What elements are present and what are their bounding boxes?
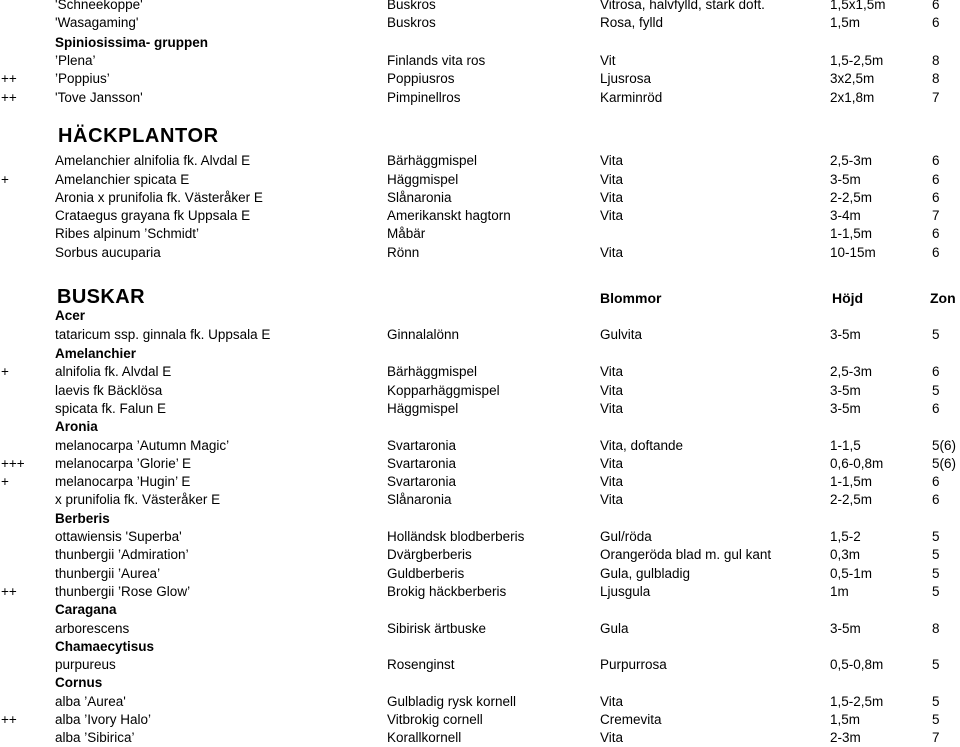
cell-name: Spiniosissima- gruppen [55, 35, 209, 50]
plant-row [0, 620, 960, 638]
plant-row [0, 0, 960, 14]
cell-color: Cremevita [600, 712, 662, 727]
column-header-zone: Zon [930, 290, 956, 306]
genus-heading-row [0, 638, 960, 656]
cell-name: arborescens [55, 621, 130, 636]
plant-row [0, 565, 960, 583]
cell-name: melanocarpa ’Autumn Magic’ [55, 438, 230, 453]
cell-zone: 6 [932, 245, 940, 260]
cell-common: Bärhäggmispel [387, 153, 478, 168]
cell-height: 2,5-3m [830, 364, 873, 379]
cell-height: 3-5m [830, 172, 861, 187]
cell-height: 1,5m [830, 712, 861, 727]
column-header-height: Höjd [832, 290, 864, 306]
cell-zone: 7 [932, 90, 940, 105]
plant-row [0, 437, 960, 455]
cell-color: Orangeröda blad m. gul kant [600, 547, 772, 562]
cell-common: Pimpinellros [387, 90, 461, 105]
cell-common: Poppiusros [387, 71, 455, 86]
cell-name: x prunifolia fk. Västeråker E [55, 492, 221, 507]
cell-common: Holländsk blodberberis [387, 529, 525, 544]
cell-zone: 7 [932, 208, 940, 223]
cell-mark: ++ [1, 712, 17, 727]
cell-color: Vita [600, 245, 624, 260]
cell-mark: + [1, 364, 9, 379]
cell-color: Gula, gulbladig [600, 566, 691, 581]
genus-heading-row [0, 418, 960, 436]
cell-color: Vita [600, 492, 624, 507]
cell-color: Vita [600, 474, 624, 489]
cell-height: 10-15m [830, 245, 876, 260]
cell-zone: 7 [932, 730, 940, 745]
cell-zone: 6 [932, 474, 940, 489]
cell-height: 3-5m [830, 621, 861, 636]
cell-zone: 5 [932, 529, 940, 544]
cell-common: Häggmispel [387, 172, 459, 187]
cell-color: Vita [600, 153, 624, 168]
cell-mark: + [1, 172, 9, 187]
cell-name: tataricum ssp. ginnala fk. Uppsala E [55, 327, 271, 342]
cell-color: Vita [600, 364, 624, 379]
cell-mark: +++ [1, 456, 25, 471]
cell-name: ’Plena’ [55, 53, 96, 68]
cell-name: Crataegus grayana fk Uppsala E [55, 208, 251, 223]
cell-name: alnifolia fk. Alvdal E [55, 364, 172, 379]
cell-name: Berberis [55, 511, 110, 526]
plant-row [0, 70, 960, 88]
cell-color: Vita [600, 383, 624, 398]
cell-zone: 5 [932, 566, 940, 581]
plant-row [0, 528, 960, 546]
cell-common: Sibirisk ärtbuske [387, 621, 487, 636]
cell-zone: 6 [932, 401, 940, 416]
cell-common: Slånaronia [387, 190, 452, 205]
cell-height: 0,5-1m [830, 566, 873, 581]
cell-zone: 6 [932, 0, 940, 12]
cell-zone: 5(6) [932, 438, 957, 453]
cell-color: Vita, doftande [600, 438, 684, 453]
cell-name: alba ’Aurea' [55, 694, 126, 709]
plant-row [0, 225, 960, 243]
plant-row [0, 363, 960, 381]
cell-zone: 5 [932, 712, 940, 727]
cell-zone: 5 [932, 694, 940, 709]
cell-common: Dvärgberberis [387, 547, 472, 562]
cell-name: Caragana [55, 602, 117, 617]
cell-name: ’Poppius’ [55, 71, 110, 86]
cell-name: Amelanchier alnifolia fk. Alvdal E [55, 153, 251, 168]
cell-name: Cornus [55, 675, 103, 690]
cell-color: Karminröd [600, 90, 663, 105]
cell-name: melanocarpa ’Glorie’ E [55, 456, 192, 471]
cell-common: Svartaronia [387, 474, 457, 489]
cell-color: Gulvita [600, 327, 643, 342]
cell-name: thunbergii ’Aurea’ [55, 566, 161, 581]
cell-common: Rönn [387, 245, 420, 260]
cell-common: Svartaronia [387, 438, 457, 453]
genus-heading-row [0, 510, 960, 528]
cell-name: Sorbus aucuparia [55, 245, 161, 260]
cell-common: Gulbladig rysk kornell [387, 694, 517, 709]
cell-height: 3x2,5m [830, 71, 875, 86]
cell-name: ottawiensis 'Superba' [55, 529, 182, 544]
cell-height: 3-5m [830, 401, 861, 416]
plant-row [0, 711, 960, 729]
cell-mark: ++ [1, 71, 17, 86]
cell-mark: + [1, 474, 9, 489]
cell-common: Häggmispel [387, 401, 459, 416]
section-title-hackplantor: HÄCKPLANTOR [58, 125, 219, 147]
cell-color: Gula [600, 621, 629, 636]
cell-name: thunbergii ’Rose Glow’ [55, 584, 191, 599]
plant-row [0, 171, 960, 189]
cell-height: 2,5-3m [830, 153, 873, 168]
cell-common: Slånaronia [387, 492, 452, 507]
cell-color: Ljusgula [600, 584, 651, 599]
plant-row [0, 583, 960, 601]
cell-zone: 6 [932, 364, 940, 379]
plant-row [0, 491, 960, 509]
cell-common: Korallkornell [387, 730, 462, 745]
plant-row [0, 244, 960, 262]
cell-height: 3-5m [830, 383, 861, 398]
cell-zone: 8 [932, 621, 940, 636]
cell-mark: ++ [1, 90, 17, 105]
cell-color: Vita [600, 730, 624, 745]
cell-common: Brokig häckberberis [387, 584, 507, 599]
plant-row [0, 455, 960, 473]
plant-row [0, 656, 960, 674]
cell-color: Vita [600, 456, 624, 471]
plant-row [0, 89, 960, 107]
cell-height: 1,5-2,5m [830, 53, 884, 68]
cell-common: Ginnalalönn [387, 327, 460, 342]
cell-height: 2x1,8m [830, 90, 875, 105]
cell-height: 1-1,5m [830, 226, 873, 241]
genus-heading-row [0, 34, 960, 52]
cell-name: thunbergii ’Admiration’ [55, 547, 189, 562]
plant-row [0, 473, 960, 491]
cell-name: alba ’Sibirica’ [55, 730, 135, 745]
genus-heading-row [0, 345, 960, 363]
cell-zone: 5 [932, 383, 940, 398]
cell-color: Purpurrosa [600, 657, 667, 672]
column-header-bloom: Blommor [600, 290, 662, 306]
cell-zone: 5 [932, 547, 940, 562]
cell-name: Ribes alpinum ’Schmidt’ [55, 226, 200, 241]
cell-zone: 8 [932, 53, 940, 68]
cell-color: Vita [600, 208, 624, 223]
cell-name: laevis fk Bäcklösa [55, 383, 163, 398]
cell-common: Finlands vita ros [387, 53, 486, 68]
cell-common: Rosenginst [387, 657, 455, 672]
cell-height: 1,5-2,5m [830, 694, 884, 709]
cell-height: 2-3m [830, 730, 861, 745]
cell-name: melanocarpa ’Hugin’ E [55, 474, 191, 489]
cell-zone: 5 [932, 657, 940, 672]
cell-name: Acer [55, 308, 86, 323]
cell-height: 2-2,5m [830, 492, 873, 507]
cell-color: Ljusrosa [600, 71, 652, 86]
cell-zone: 6 [932, 15, 940, 30]
cell-mark: ++ [1, 584, 17, 599]
cell-name: 'Schneekoppe' [55, 0, 143, 12]
cell-height: 1-1,5 [830, 438, 861, 453]
cell-name: Chamaecytisus [55, 639, 155, 654]
cell-color: Rosa, fylld [600, 15, 664, 30]
cell-height: 0,6-0,8m [830, 456, 884, 471]
cell-common: Guldberberis [387, 566, 465, 581]
cell-zone: 6 [932, 226, 940, 241]
cell-zone: 5 [932, 327, 940, 342]
cell-common: Kopparhäggmispel [387, 383, 500, 398]
cell-name: 'Wasagaming' [55, 15, 139, 30]
cell-zone: 6 [932, 492, 940, 507]
plant-row [0, 152, 960, 170]
cell-height: 1,5-2 [830, 529, 861, 544]
cell-name: 'Tove Jansson' [55, 90, 143, 105]
genus-heading-row [0, 674, 960, 692]
cell-common: Svartaronia [387, 456, 457, 471]
cell-name: Aronia [55, 419, 98, 434]
cell-color: Vit [600, 53, 616, 68]
cell-common: Buskros [387, 0, 436, 12]
cell-zone: 6 [932, 190, 940, 205]
cell-height: 1m [830, 584, 849, 599]
plant-row [0, 400, 960, 418]
plant-row [0, 326, 960, 344]
cell-name: Amelanchier spicata E [55, 172, 190, 187]
cell-color: Vita [600, 190, 624, 205]
genus-heading-row [0, 601, 960, 619]
genus-heading-row [0, 307, 960, 325]
cell-zone: 5 [932, 584, 940, 599]
plant-row [0, 52, 960, 70]
cell-zone: 8 [932, 71, 940, 86]
cell-name: spicata fk. Falun E [55, 401, 167, 416]
cell-color: Vita [600, 694, 624, 709]
cell-height: 1-1,5m [830, 474, 873, 489]
cell-height: 1,5m [830, 15, 861, 30]
cell-color: Vita [600, 401, 624, 416]
cell-height: 3-4m [830, 208, 861, 223]
plant-row [0, 382, 960, 400]
cell-common: Måbär [387, 226, 426, 241]
cell-zone: 6 [932, 153, 940, 168]
cell-height: 0,5-0,8m [830, 657, 884, 672]
cell-zone: 5(6) [932, 456, 957, 471]
cell-height: 1,5x1,5m [830, 0, 886, 12]
cell-name: Aronia x prunifolia fk. Västeråker E [55, 190, 263, 205]
cell-color: Vitrosa, halvfylld, stark doft. [600, 0, 765, 12]
cell-height: 3-5m [830, 327, 861, 342]
plant-row [0, 693, 960, 711]
plant-row [0, 729, 960, 747]
cell-common: Buskros [387, 15, 436, 30]
cell-common: Amerikanskt hagtorn [387, 208, 511, 223]
cell-height: 2-2,5m [830, 190, 873, 205]
plant-row [0, 189, 960, 207]
cell-common: Bärhäggmispel [387, 364, 478, 379]
cell-zone: 6 [932, 172, 940, 187]
cell-height: 0,3m [830, 547, 861, 562]
plant-row [0, 14, 960, 32]
section-title-buskar: BUSKAR [57, 286, 145, 308]
plant-row [0, 207, 960, 225]
cell-name: Amelanchier [55, 346, 137, 361]
cell-color: Vita [600, 172, 624, 187]
cell-name: alba ’Ivory Halo’ [55, 712, 152, 727]
cell-common: Vitbrokig cornell [387, 712, 483, 727]
cell-name: purpureus [55, 657, 116, 672]
plant-row [0, 546, 960, 564]
cell-color: Gul/röda [600, 529, 652, 544]
